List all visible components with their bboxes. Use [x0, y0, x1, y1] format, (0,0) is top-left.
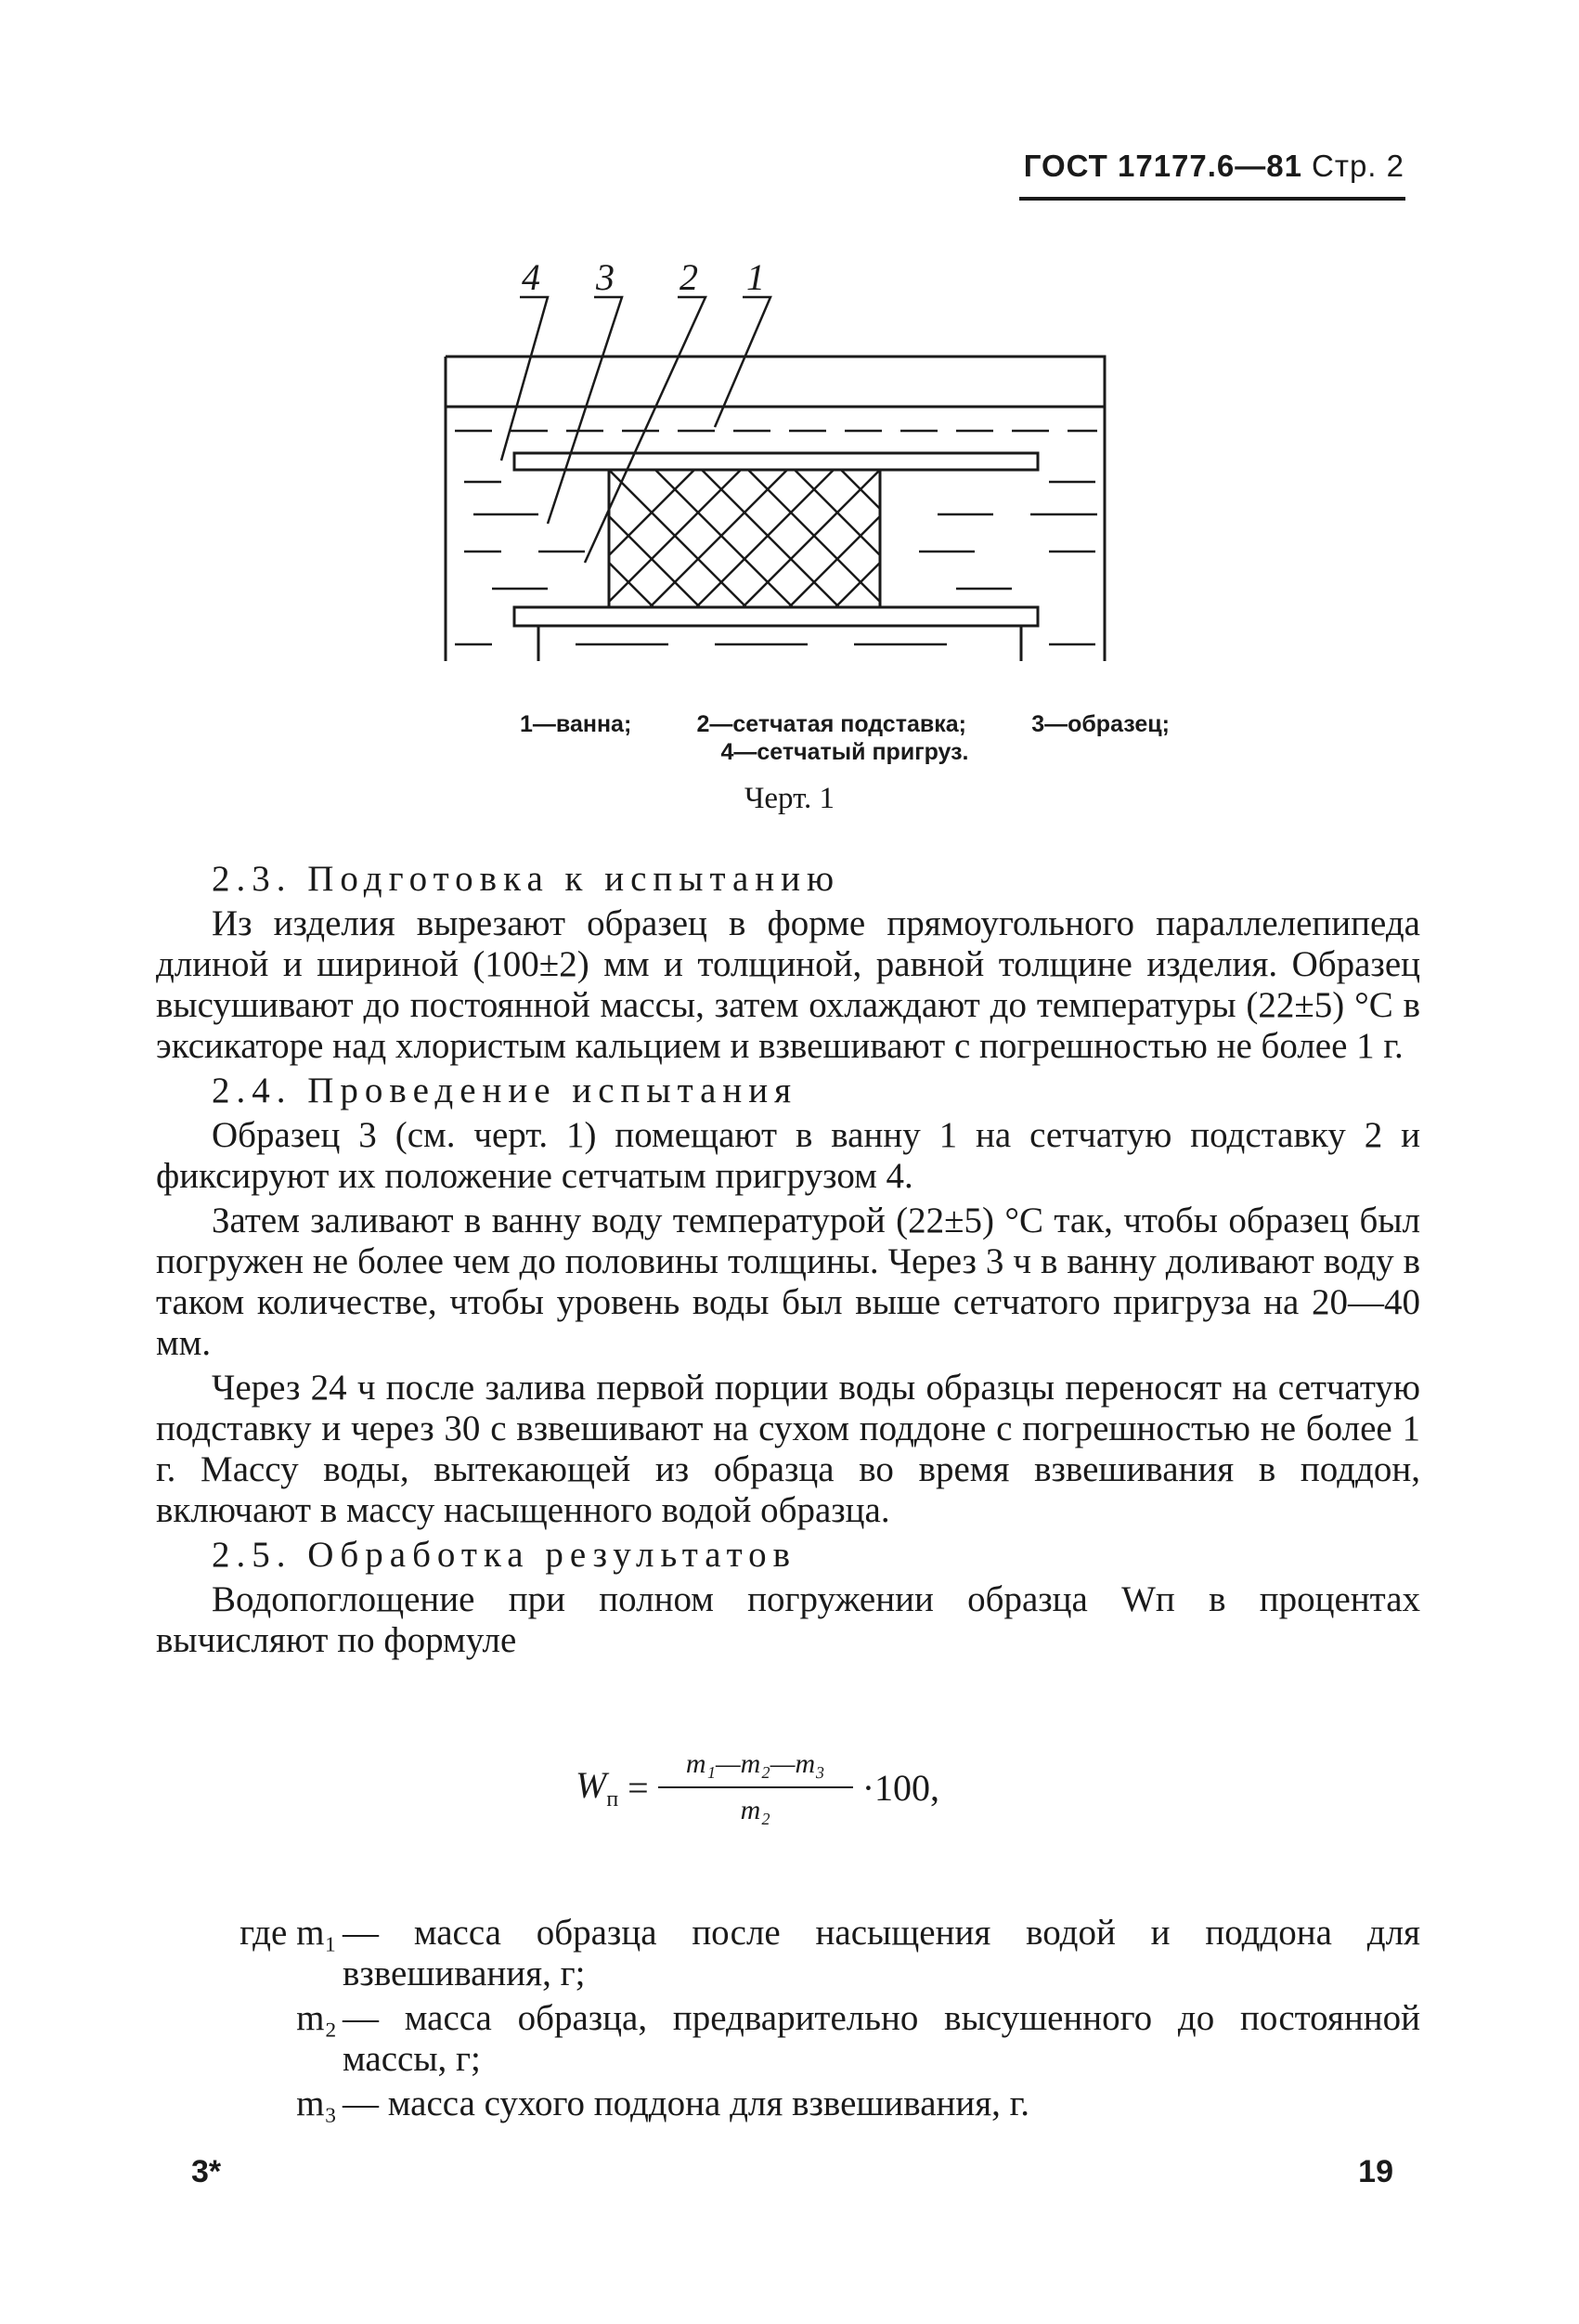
definition-term: m₂ — [296, 1998, 337, 2038]
page-number: 19 — [1358, 2154, 1393, 2189]
signature-mark: 3* — [191, 2154, 222, 2189]
paragraph: Через 24 ч после залива первой порции воды образцы переносят на сетчатую подставку и через 30 с взвешивают на сухом поддоне с погрешностью не более 1 г. Массу воды, вытекающей из образца во время взвешивания в поддон, включают в массу насыщенного водой образца. — [156, 1368, 1420, 1530]
bath-outline — [446, 357, 1105, 661]
formula-fraction — [658, 1746, 853, 1829]
definition-text: — масса сухого поддона для взвешивания, г. — [343, 2084, 1030, 2123]
section-heading-2-4: 2.4. Проведение испытания — [212, 1071, 798, 1110]
definition-row — [156, 1913, 1420, 1994]
formula-lhs: W — [576, 1763, 607, 1806]
callout-1: 1 — [746, 256, 765, 298]
caption-item-3: 3—образец; — [1031, 711, 1170, 737]
definition-row — [156, 2084, 1420, 2124]
paragraph: Образец 3 (см. черт. 1) помещают в ванну 1 на сетчатую подставку 2 и фиксируют их положение сетчатым пригрузом 4. — [156, 1115, 1420, 1196]
formula-multiplier: ·100, — [861, 1766, 940, 1809]
callout-2: 2 — [679, 256, 698, 298]
bath-diagram — [436, 245, 1142, 672]
definition-text: — масса образца после насыщения водой и поддона для взвешивания, г; — [343, 1913, 1420, 1993]
callout-3: 3 — [596, 256, 615, 298]
standard-number: ГОСТ 17177.6—81 — [1023, 149, 1302, 183]
formula-equals: = — [628, 1766, 649, 1809]
section-heading-2-5: 2.5. Обработка результатов — [212, 1535, 797, 1575]
caption-item-1: 1—ванна; — [520, 711, 632, 737]
definition-row — [156, 1998, 1420, 2080]
main-text — [156, 859, 1420, 1665]
formula-numerator: m₁—m₂—m₃ — [685, 1748, 825, 1779]
sample-block — [609, 470, 880, 607]
mesh-weight — [514, 453, 1038, 470]
formula-denominator: m₂ — [740, 1795, 770, 1825]
definition-term: где m₁ — [239, 1913, 337, 1953]
header-rule — [1019, 197, 1405, 201]
paragraph: Из изделия вырезают образец в форме прямоугольного параллелепипеда длиной и шириной (100±2) мм и толщиной, равной толщине изделия. Образец высушивают до постоянной массы, затем охлаждают до температуры (22±5) °С в эксикаторе над хлористым кальцием и взвешивают с погрешностью не более 1 г. — [156, 903, 1420, 1066]
definition-text: — масса образца, предварительно высушенного до постоянной массы, г; — [343, 1998, 1420, 2079]
callout-4: 4 — [522, 256, 540, 298]
section-heading-2-3: 2.3. Подготовка к испытанию — [212, 859, 841, 899]
definition-term: m₃ — [296, 2084, 337, 2123]
figure-label: Черт. 1 — [744, 782, 835, 815]
fraction-bar — [658, 1786, 853, 1788]
caption-item-4: 4—сетчатый пригруз. — [720, 739, 969, 765]
paragraph: Затем заливают в ванну воду температурой (22±5) °С так, чтобы образец был погружен не более чем до половины толщины. Через 3 ч в ванну доливают воду в таком количестве, чтобы уровень воды был выше сетчатого пригруза на 20—40 мм. — [156, 1201, 1420, 1363]
page-label: Стр. 2 — [1312, 149, 1404, 183]
formula-lhs-sub: п — [606, 1786, 619, 1811]
water-dashes — [455, 431, 1097, 644]
document-header — [1024, 149, 1404, 184]
paragraph: Водопоглощение при полном погружении образца Wп в процентах вычисляют по формуле — [156, 1579, 1420, 1660]
variable-definitions — [156, 1913, 1420, 2128]
mesh-stand — [514, 607, 1038, 626]
water-absorption-formula — [576, 1746, 939, 1829]
sample-hatching — [470, 470, 1019, 607]
caption-item-2: 2—сетчатая подставка; — [696, 711, 966, 737]
figure-caption — [520, 710, 1170, 766]
